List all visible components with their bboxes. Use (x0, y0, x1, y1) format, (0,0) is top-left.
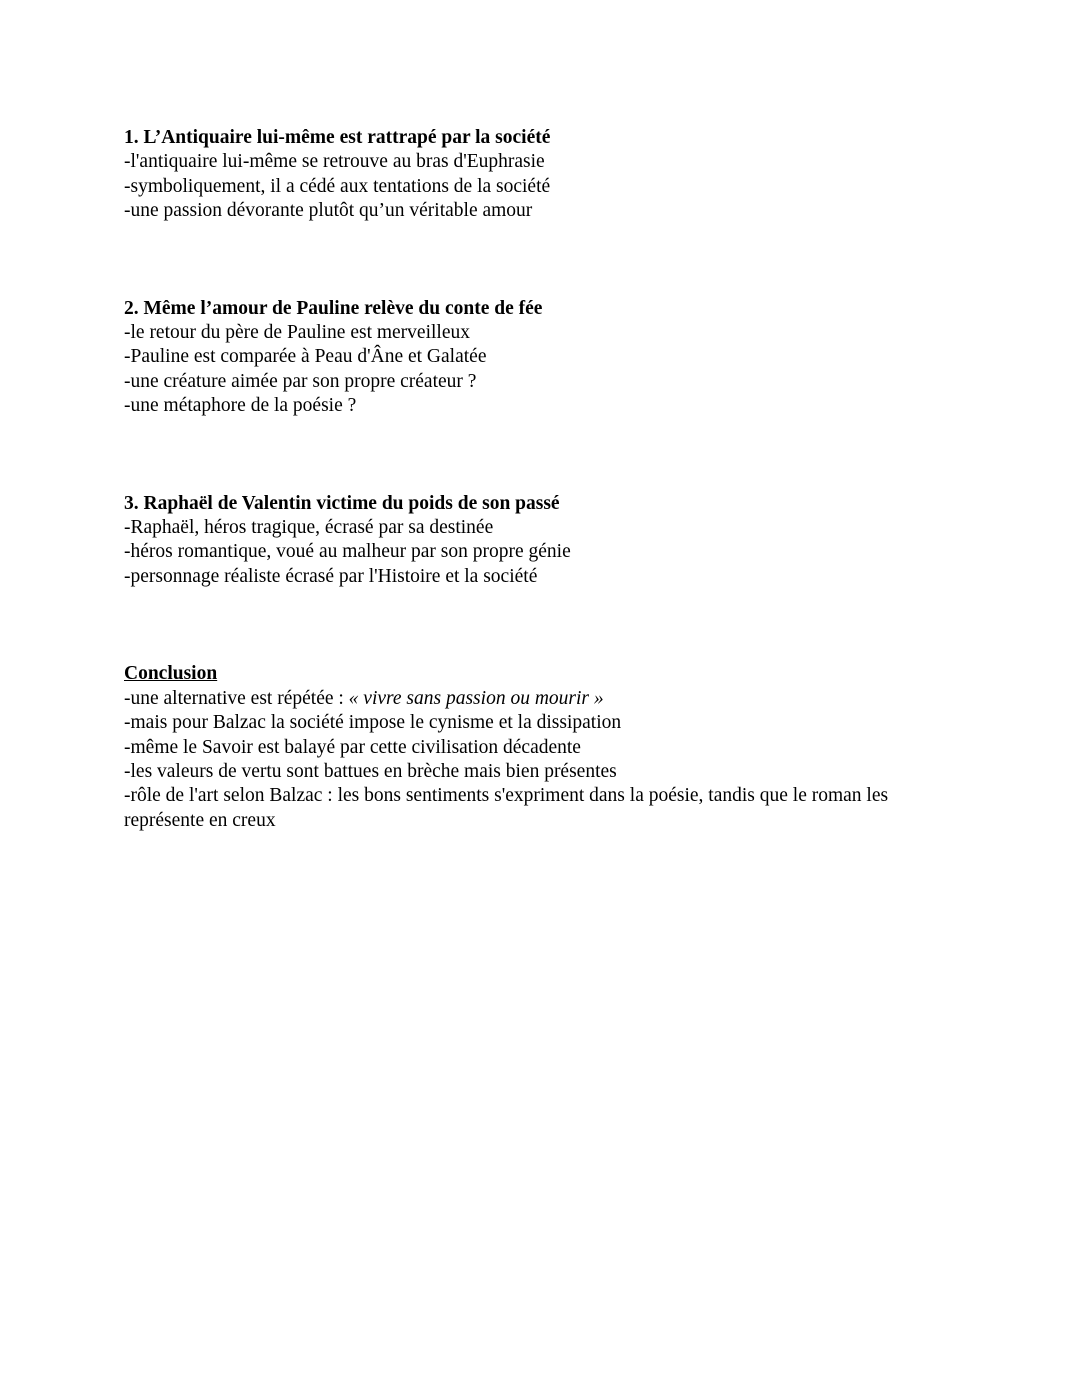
section-2 (124, 297, 964, 419)
list-item: -symboliquement, il a cédé aux tentations de la société (124, 175, 551, 197)
list-item: -une créature aimée par son propre créateur ? (124, 370, 477, 392)
list-item: -rôle de l'art selon Balzac : les bons sentiments s'expriment dans la poésie, tandis que le roman les représente en creux (124, 785, 889, 831)
section-3 (124, 492, 964, 590)
section-heading: 1. L’Antiquaire lui-même est rattrapé par la société (124, 127, 551, 148)
list-item: -l'antiquaire lui-même se retrouve au bras d'Euphrasie (124, 151, 545, 173)
conclusion-section (124, 662, 964, 833)
list-item: -mais pour Balzac la société impose le cynisme et la dissipation (124, 712, 622, 734)
alternative-quote: « vivre sans passion ou mourir » (348, 687, 604, 709)
section-heading: 3. Raphaël de Valentin victime du poids de son passé (124, 492, 560, 514)
list-item: -le retour du père de Pauline est merveilleux (124, 322, 470, 344)
list-item: -personnage réaliste écrasé par l'Histoire et la société (124, 565, 538, 587)
conclusion-heading: Conclusion (124, 663, 218, 685)
list-item: -Raphaël, héros tragique, écrasé par sa destinée (124, 517, 494, 539)
section-heading: 2. Même l’amour de Pauline relève du conte de fée (124, 297, 543, 319)
alternative-prefix: -une alternative est répétée : (124, 687, 349, 709)
list-item: -une passion dévorante plutôt qu’un véritable amour (124, 200, 533, 222)
list-item: -Pauline est comparée à Peau d'Âne et Galatée (124, 346, 487, 368)
document-page (124, 126, 964, 833)
list-item (124, 687, 964, 711)
section-1 (124, 126, 964, 224)
list-item: -même le Savoir est balayé par cette civilisation décadente (124, 736, 581, 758)
list-item: -héros romantique, voué au malheur par son propre génie (124, 541, 571, 563)
list-item: -une métaphore de la poésie ? (124, 395, 357, 417)
list-item: -les valeurs de vertu sont battues en brèche mais bien présentes (124, 760, 617, 782)
